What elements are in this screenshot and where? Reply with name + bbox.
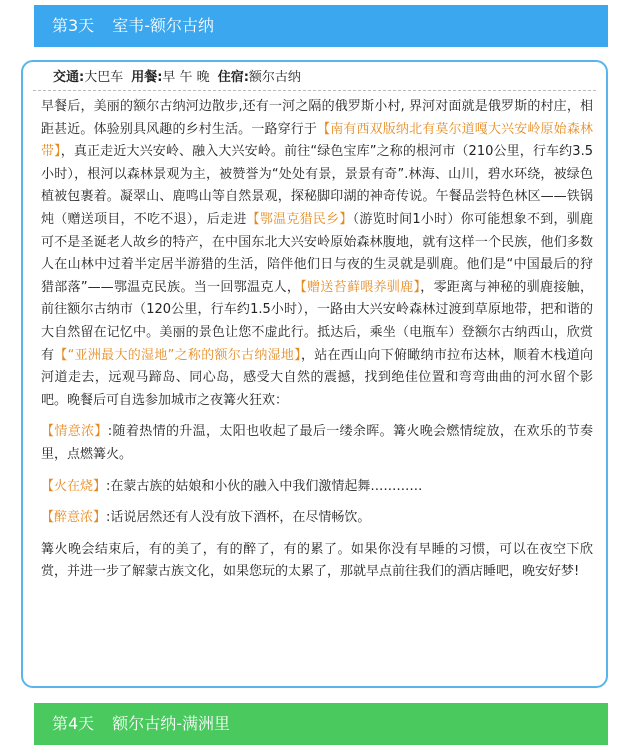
lodging-value: 额尔古纳: [248, 70, 301, 85]
day3-route: 室韦-额尔古纳: [112, 16, 214, 35]
meals-value: 早 午 晚: [162, 70, 210, 85]
text-segment: 早餐后，美丽的额尔古纳河边散步,还有一河之隔的俄罗斯小村, 界河对面就是俄罗斯的村庄，相距甚近。体验别具风趣的乡村生活。一路穿行于: [41, 99, 593, 137]
section-emotion: [41, 421, 593, 466]
closing-paragraph: 篝火晚会结束后，有的美了，有的醉了，有的累了。如果你没有早睡的习惯，可以在夜空下欣赏，并进一步了解蒙古族文化，如果您玩的太累了，那就早点前往我们的酒店睡吧，晚安好梦!: [41, 541, 593, 580]
main-paragraph: [41, 96, 593, 412]
day4-header: [34, 703, 608, 745]
section-drink: [41, 507, 593, 530]
divider: [33, 90, 596, 91]
day3-header: [34, 5, 608, 47]
section-text: :随着热情的升温，太阳也收起了最后一缕余晖。篝火晚会燃情绽放，在欢乐的节奏里，点燃篝火。: [41, 424, 593, 462]
section-tag: 【火在烧】: [41, 478, 107, 494]
day4-route: 额尔古纳-满洲里: [112, 714, 230, 733]
transport-label: 交通:: [53, 70, 85, 85]
section-fire: [41, 476, 593, 499]
section-text: :在蒙古族的姑娘和小伙的融入中我们激情起舞…………: [106, 478, 423, 494]
section-text: :话说居然还有人没有放下酒杯，在尽情畅饮。: [106, 510, 371, 526]
text-segment: ，真正走近大兴安岭、融入大兴安岭。前往“绿色宝库”之称的根河市（210公里，行车约3.5小时），根河以森林景观为主，被赞誉为“处处有景，景景有奇”.林海、山川，碧水环绕，被绿色植被包裹着。凝翠山、鹿鸣山等自然景观，探秘脚印湖的神奇传说。午餐品尝特色林区——铁锅炖（赠送项目，不吃不退），后走进: [41, 144, 593, 227]
itinerary-card: [21, 60, 608, 688]
highlight-ewenki-village: 【鄂温克猎民乡】: [246, 211, 353, 227]
text-segment: （游览时间1小时）你可能想象不到，驯鹿可不是圣诞老人故乡的特产，在中国东北大兴安岭原始森林腹地，就有这样一个民族，他们多数人在山林中过着半定居半游猎的生活，陪伴他们日与夜的生灵就是驯鹿。他们是“中国最后的狩猎部落”——鄂温克民族。当一回鄂温克人，: [41, 211, 593, 295]
highlight-reindeer-feeding: 【赠送苔藓喂养驯鹿】: [300, 279, 421, 295]
lodging-label: 住宿:: [217, 70, 249, 85]
highlight-wetland: 【“亚洲最大的湿地”之称的额尔古纳湿地】: [54, 347, 301, 363]
highlight-forest-belt: 【南有西双版纳北有莫尔道嘎大兴安岭原始森林带】: [41, 121, 593, 160]
section-tag: 【醉意浓】: [41, 510, 107, 526]
text-segment: ，零距离与神秘的驯鹿接触，前往额尔古纳市（120公里，行车约1.5小时），一路由大兴安岭森林过渡到草原地带，把和谐的大自然留在记忆中。美丽的景色让您不虚此行。抵达后，乘坐（电瓶车）登额尔古纳西山，欣赏有: [41, 279, 593, 363]
day3-number: 第3天: [52, 16, 95, 35]
transport-value: 大巴车: [84, 70, 124, 85]
trip-meta: [53, 69, 301, 87]
day4-number: 第4天: [52, 714, 95, 733]
itinerary-content: [41, 96, 593, 584]
meals-label: 用餐:: [131, 70, 163, 85]
text-segment: ，站在西山向下俯瞰纳市拉布达林，顺着木栈道向河道走去，远观马蹄岛、同心岛，感受大自然的震撼，找到绝佳位置和弯弯曲曲的河水留个影吧。晚餐后可自选参加城市之夜篝火狂欢：: [41, 347, 593, 408]
section-tag: 【情意浓】: [41, 424, 108, 440]
